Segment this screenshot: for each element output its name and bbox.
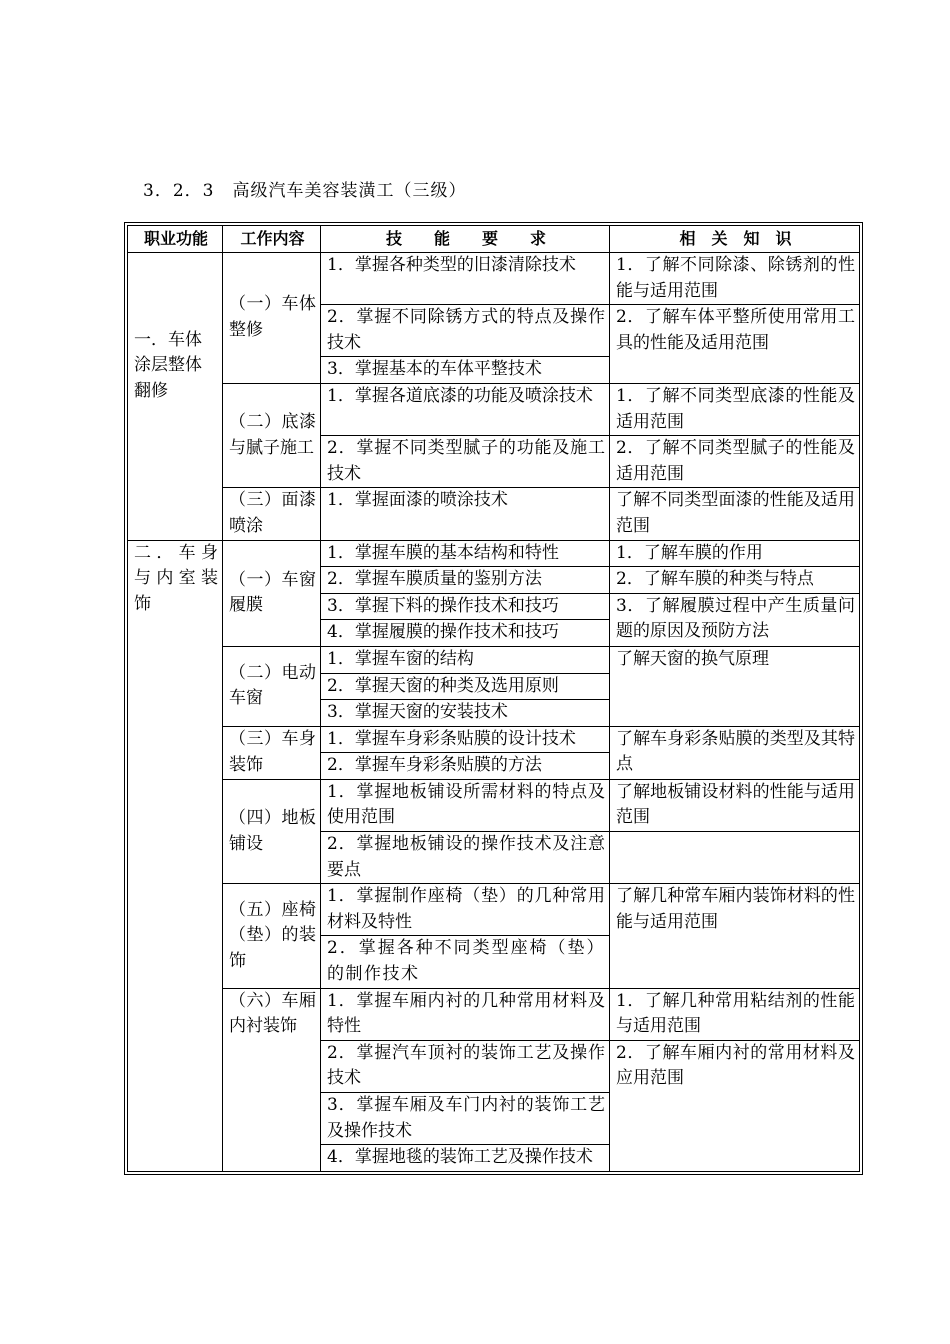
skill-cell: 2．掌握汽车顶衬的装饰工艺及操作技术 [321, 1040, 610, 1092]
requirements-table [127, 225, 860, 541]
knowledge-cell: 了解几种常车厢内装饰材料的性能与适用范围 [610, 884, 860, 988]
skill-cell: 1．掌握车身彩条贴膜的设计技术 [321, 726, 610, 753]
work-cell: （六）车厢内衬装饰 [223, 988, 321, 1171]
skill-cell: 3．掌握车厢及车门内衬的装饰工艺及操作技术 [321, 1093, 610, 1145]
skill-cell: 1．掌握车厢内衬的几种常用材料及特性 [321, 988, 610, 1040]
knowledge-cell: 2．了解不同类型腻子的性能及适用范围 [610, 436, 860, 488]
work-cell: （一）车体整修 [223, 253, 321, 384]
skill-cell: 2．掌握不同除锈方式的特点及操作技术 [321, 305, 610, 357]
table-row [128, 779, 860, 831]
header-work: 工作内容 [223, 226, 321, 253]
knowledge-cell: 2．了解车膜的种类与特点 [610, 567, 860, 594]
skill-cell: 1．掌握制作座椅（垫）的几种常用材料及特性 [321, 884, 610, 936]
work-cell: （二）底漆与腻子施工 [223, 383, 321, 487]
work-cell: （三）面漆喷涂 [223, 488, 321, 540]
skill-cell: 1．掌握面漆的喷涂技术 [321, 488, 610, 540]
work-cell: （五）座椅（垫）的装饰 [223, 884, 321, 988]
knowledge-cell: 了解不同类型面漆的性能及适用范围 [610, 488, 860, 540]
skill-cell: 2．掌握地板铺设的操作技术及注意要点 [321, 832, 610, 884]
knowledge-cell: 了解车身彩条贴膜的类型及其特点 [610, 726, 860, 779]
table-row [128, 884, 860, 936]
empty-knowledge-cell [610, 832, 860, 884]
skill-cell: 1．掌握各种类型的旧漆清除技术 [321, 253, 610, 305]
function-cell: 二．车身与内室装饰 [128, 540, 223, 1171]
knowledge-cell: 2．了解车体平整所使用常用工具的性能及适用范围 [610, 305, 860, 384]
header-skill: 技 能 要 求 [321, 226, 610, 253]
requirements-table-frame [124, 222, 863, 1175]
requirements-table-part2 [127, 540, 860, 1172]
skill-cell: 4．掌握履膜的操作技术和技巧 [321, 620, 610, 647]
work-cell: （四）地板铺设 [223, 779, 321, 883]
skill-cell: 2．掌握车身彩条贴膜的方法 [321, 753, 610, 780]
skill-cell: 2．掌握各种不同类型座椅（垫）的制作技术 [321, 936, 610, 988]
skill-cell: 1．掌握各道底漆的功能及喷涂技术 [321, 383, 610, 435]
table-row [128, 488, 860, 540]
skill-cell: 1．掌握地板铺设所需材料的特点及使用范围 [321, 779, 610, 831]
table-row [128, 253, 860, 305]
table-row [128, 726, 860, 753]
knowledge-cell: 1．了解几种常用粘结剂的性能与适用范围 [610, 988, 860, 1040]
knowledge-cell: 1．了解不同除漆、除锈剂的性能与适用范围 [610, 253, 860, 305]
knowledge-cell: 了解地板铺设材料的性能与适用范围 [610, 779, 860, 831]
function-cell: 一．车体涂层整体翻修 [128, 253, 223, 541]
table-row [128, 646, 860, 673]
skill-cell: 4．掌握地毯的装饰工艺及操作技术 [321, 1145, 610, 1172]
skill-cell: 1．掌握车膜的基本结构和特性 [321, 540, 610, 567]
header-knowledge: 相 关 知 识 [610, 226, 860, 253]
skill-cell: 3．掌握基本的车体平整技术 [321, 357, 610, 384]
skill-cell: 3．掌握下料的操作技术和技巧 [321, 593, 610, 620]
skill-cell: 3．掌握天窗的安装技术 [321, 700, 610, 727]
work-cell: （三）车身装饰 [223, 726, 321, 779]
table-row [128, 988, 860, 1040]
work-cell: （二）电动车窗 [223, 646, 321, 726]
table-row [128, 540, 860, 567]
knowledge-cell: 1．了解车膜的作用 [610, 540, 860, 567]
work-cell: （一）车窗履膜 [223, 540, 321, 646]
knowledge-cell: 3．了解履膜过程中产生质量问题的原因及预防方法 [610, 593, 860, 646]
skill-cell: 2．掌握车膜质量的鉴别方法 [321, 567, 610, 594]
skill-cell: 2．掌握天窗的种类及选用原则 [321, 673, 610, 700]
knowledge-cell: 1．了解不同类型底漆的性能及适用范围 [610, 383, 860, 435]
header-row [128, 226, 860, 253]
knowledge-cell: 2．了解车厢内衬的常用材料及应用范围 [610, 1040, 860, 1171]
skill-cell: 2．掌握不同类型腻子的功能及施工技术 [321, 436, 610, 488]
section-heading: 3．2．3 高级汽车美容装潢工（三级） [143, 181, 467, 201]
header-function: 职业功能 [128, 226, 223, 253]
skill-cell: 1．掌握车窗的结构 [321, 646, 610, 673]
knowledge-cell: 了解天窗的换气原理 [610, 646, 860, 726]
table-row [128, 383, 860, 435]
